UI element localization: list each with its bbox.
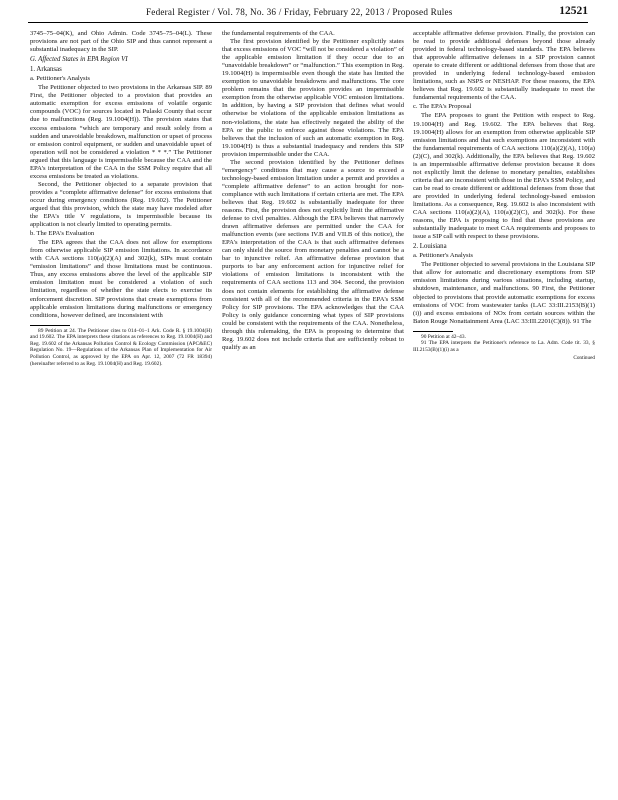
footnote-rule (30, 325, 70, 326)
section-heading: G. Affected States in EPA Region VI (30, 56, 128, 64)
subsection-heading: 1. Arkansas (30, 66, 62, 74)
footnote-rule (413, 331, 453, 332)
paragraph: The second provision identified by the Petitioner defines “emergency” conditions that may cause a source to exceed a technology-based emission limitation under a permit and provides a “complete affirmative defense” to an action brought for non-compliance with such limitations if certain criteria are met. The EPA believes that Reg. 19.602 is substantially inadequate for three reasons. First, the provision does not explicitly limit the affirmative defense to civil penalties. Although the EPA believes that narrowly drawn affirmative defenses are permitted under the CAA for malfunction events (see sections IV.B and VII.B of this notice), the EPA's interpretation of the CAA is that such affirmative defenses can only shield the source from monetary penalties and cannot be a bar to injunctive relief. An affirmative defense provision that purports to bar any enforcement action for injunctive relief for violations of emission limitations is inconsistent with the requirements of CAA sections 113 and 304. Second, the provision does not contain elements for establishing the affirmative defense consistent with all of the recommended criteria in the EPA's SSM Policy for SIP provisions. The EPA acknowledges that the CAA Policy is only guidance concerning what types of SIP provisions could be consistent with the requirements of the CAA. Nonetheless, through this rulemaking, the EPA is proposing to determine that Reg. 19.602 does not include criteria that are sufficiently robust to qualify as an (222, 158, 404, 351)
paragraph: The EPA agrees that the CAA does not allow for exemptions from otherwise applicable SIP emission limitations. In accordance with CAA sections 110(a)(2)(A) and 302(k), SIPs must contain “emission limitations” and those limitations must be continuous. Thus, any excess emissions above the level of the applicable SIP emission limitation must be considered a violation of such limitation, regardless of whether the state elects to exercise its enforcement discretion. SIP provisions that create exemptions from applicable emission limitations during malfunctions or emergency conditions, however defined, are inconsistent with (30, 239, 212, 319)
page-header (28, 4, 588, 23)
sub-subsection-heading: a. Petitioner's Analysis (30, 75, 90, 83)
column-2 (222, 30, 404, 792)
paragraph: the fundamental requirements of the CAA. (222, 30, 335, 37)
paragraph: The Petitioner objected to two provisions in the Arkansas SIP. 89 First, the Petitioner objected to a provision that provides an automatic exemption for excess emissions of volatile organic compounds (VOC) for sources located in Pulaski County that occur due to malfunctions (Reg. 19.1004(H)). The provision states that excess emissions “which are temporary and result solely from a sudden and unavoidable breakdown, malfunction or upset of process or emission control equipment, or sudden and unavoidable upset of operation will not be considered a violation * * *.” The Petitioner argued that this language is impermissible because the CAA and the EPA's interpretation of the CAA in the SSM Policy require that all excess emissions be treated as violations. (30, 84, 212, 180)
continued-label: Continued (573, 355, 595, 362)
paragraph: The Petitioner objected to several provisions in the Louisiana SIP that allow for automatic and discretionary exemptions from SIP emission limitations during various situations, including startup, shutdown, maintenance, and malfunctions. 90 First, the Petitioner objected to provisions that provide automatic exemptions for excess emissions of VOC from wastewater tanks (LAC 33:III.2153(B)(1)(i)) and excess emissions of NOx from certain sources within the Baton Rouge Nonattainment Area (LAC 33:III.2201(C)(8)). 91 The (413, 261, 595, 325)
sub-subsection-heading: c. The EPA's Proposal (413, 103, 472, 111)
paragraph: The EPA proposes to grant the Petition with respect to Reg. 19.1004(H) and Reg. 19.602. The EPA believes that Reg. 19.1004(H) allows for an exemption from otherwise applicable SIP emission limitations and that such exemptions are inconsistent with the fundamental requirements of CAA sections 110(a)(2)(A), 110(a)(2)(C), and 302(k). Additionally, the EPA believes that Reg. 19.602 is an impermissible affirmative defense provision because it does not explicitly limit the defense to monetary penalties, establishes criteria that are inconsistent with those in the EPA's SSM Policy, and can be read to create different or additional defenses from those that are provided in underlying federal technology-based emission limitations. As a consequence, Reg. 19.602 is also inconsistent with CAA sections 110(a)(2)(A), 110(a)(2)(C), and 302(k). For these reasons, the EPA is proposing to find that these provisions are substantially inadequate to meet CAA requirements and proposes to issue a SIP call with respect to these provisions. (413, 112, 595, 241)
column-3 (413, 30, 595, 792)
paragraph: acceptable affirmative defense provision. Finally, the provision can be read to provide additional defenses beyond those already provided in federal technology-based standards. The EPA believes that approvable affirmative defenses in a SIP provision cannot operate to create different or additional defenses from those that are provided in underlying federal technology-based emission limitations, such as NSPS or NESHAP. For these reasons, the EPA believes that Reg. 19.602 is substantially inadequate to meet the fundamental requirements of the CAA. (413, 30, 595, 102)
footnote: 90 Petition at 42–43. (421, 333, 466, 340)
running-head: Federal Register / Vol. 78, No. 36 / Friday, February 22, 2013 / Proposed Rules (146, 7, 453, 17)
paragraph: 3745–75–04(K), and Ohio Admin. Code 3745–75–04(L). These provisions are not part of the Ohio SIP and thus cannot represent a substantial inadequacy in the SIP. (30, 30, 212, 54)
sub-subsection-heading: b. The EPA's Evaluation (30, 230, 95, 238)
paragraph: The first provision identified by the Petitioner explicitly states that excess emissions of VOC “will not be considered a violation” of the applicable emission limitation if they occur due to an “unavoidable breakdown” or “malfunction.” This exemption in Reg. 19.1004(H) is impermissible even though the state has limited the exemption to unavoidable breakdowns and malfunctions. The core problem remains that the provision provides an impermissible exemption from the otherwise applicable VOC emission limitations. In addition, by having a SIP provision that defines what would otherwise be violations of the applicable emission limitations as non-violations, the state has effectively negated the ability of the EPA or the public to enforce against those violations. The EPA believes that the inclusion of such an automatic exemption in Reg. 19.1004(H) is thus a substantial inadequacy and renders this SIP provision impermissible under the CAA. (222, 38, 404, 158)
footnotes (413, 334, 595, 354)
sub-subsection-heading: a. Petitioner's Analysis (413, 252, 473, 260)
footnote: 91 The EPA interprets the Petitioner's reference to La. Adm. Code tit. 33, § III.2153(B)(1)(i) as a (413, 340, 595, 353)
column-1 (30, 30, 212, 792)
subsection-heading: 2. Louisiana (413, 243, 447, 251)
paragraph: Second, the Petitioner objected to a separate provision that provides a “complete affirmative defense” for excess emissions that occur during emergency conditions (Reg. 19.602). The Petitioner argued that this provision, which the state may have modeled after the EPA's title V regulations, is impermissible because its application is not clearly limited to operating permits. (30, 180, 212, 229)
footnotes (30, 328, 212, 368)
footnote: 89 Petition at 24. The Petitioner cites to 014–01–1 Ark. Code R. § 19.1004(H) and 19.602. The EPA interprets these citations as references to Reg. 19.1004(H) and Reg. 19.602 of the Arkansas Pollution Control & Ecology Commission (APC&EC) Regulation No. 19—Regulations of the Arkansas Plan of Implementation for Air Pollution Control, as approved by the EPA on Apr. 12, 2007 (72 FR 18394) (hereinafter referred to as Reg. 19.1004(H) and Reg. 19.602). (30, 327, 212, 367)
page-number: 12521 (559, 5, 588, 17)
